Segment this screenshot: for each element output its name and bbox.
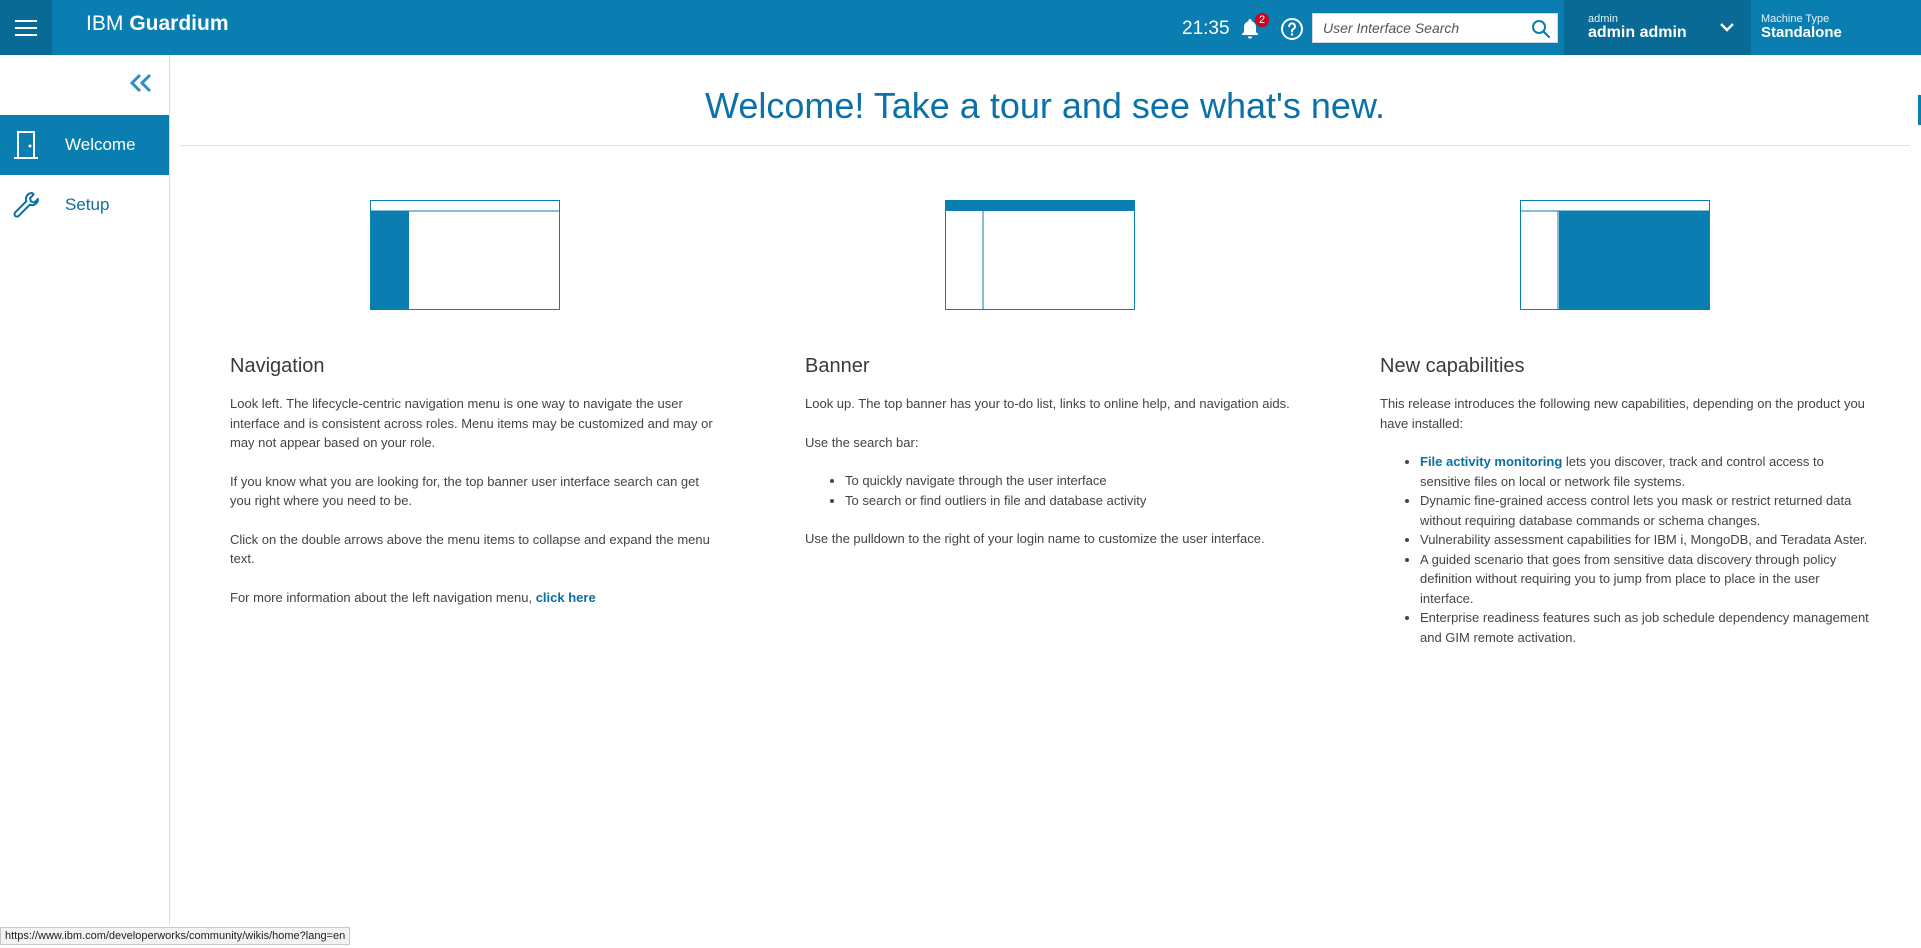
sidebar-item-setup[interactable]	[0, 175, 169, 235]
navigation-layout-illustration	[370, 200, 560, 310]
paragraph	[230, 588, 720, 608]
brand-logo[interactable]	[86, 0, 229, 48]
list-item: • Enterprise readiness features such as job schedule dependency management and GIM remote activation.	[1420, 608, 1870, 647]
sidebar-item-label: Welcome	[65, 135, 136, 154]
paragraph: If you know what you are looking for, the top banner user interface search can get you right where you need to be.	[230, 473, 700, 508]
brand-name: Guardium	[129, 12, 229, 35]
search-input[interactable]	[1313, 14, 1533, 42]
brand-prefix: IBM	[86, 12, 124, 35]
user-name: admin admin	[1588, 24, 1687, 41]
chevron-down-icon[interactable]	[1718, 18, 1736, 36]
browser-status-bar	[0, 925, 1921, 948]
menu-button[interactable]	[0, 0, 52, 55]
paragraph: This release introduces the following new capabilities, depending on the product you have installed:	[1380, 396, 1865, 431]
left-navigation	[0, 55, 170, 925]
paragraph-text: For more information about the left navigation menu,	[230, 589, 533, 605]
machine-type-value: Standalone	[1761, 24, 1842, 41]
paragraph: Look left. The lifecycle-centric navigation menu is one way to navigate the user interface and is consistent across roles. Menu items may be customized and may or may not appear based on your role.	[230, 396, 713, 450]
navigation-section	[230, 355, 720, 607]
main-content	[170, 55, 1921, 925]
machine-type	[1750, 0, 1921, 55]
capabilities-section	[1380, 355, 1870, 647]
user-menu[interactable]	[1564, 0, 1750, 55]
door-icon	[11, 130, 41, 160]
search-icon[interactable]	[1531, 19, 1551, 39]
banner-layout-illustration	[945, 200, 1135, 310]
paragraph: Use the pulldown to the right of your login name to customize the user interface.	[805, 531, 1265, 546]
user-role: admin	[1588, 13, 1618, 25]
machine-type-label: Machine Type	[1761, 13, 1830, 25]
bullet-list	[1380, 452, 1870, 647]
section-heading: Navigation	[230, 355, 325, 377]
banner-section	[805, 355, 1295, 549]
click-here-link[interactable]: click here	[535, 589, 596, 605]
paragraph: Look up. The top banner has your to-do list, links to online help, and navigation aids.	[805, 396, 1290, 411]
page-title: Welcome! Take a tour and see what's new.	[705, 85, 1385, 126]
capabilities-layout-illustration	[1520, 200, 1710, 310]
section-heading: New capabilities	[1380, 355, 1525, 377]
help-icon[interactable]	[1280, 17, 1304, 41]
section-heading: Banner	[805, 355, 870, 377]
list-item: • Vulnerability assessment capabilities for IBM i, MongoDB, and Teradata Aster.	[1420, 530, 1870, 550]
clock: 21:35	[1182, 18, 1230, 39]
list-item: • A guided scenario that goes from sensitive data discovery through policy definition without requiring you to jump from place to place in the user interface.	[1420, 550, 1870, 609]
double-chevron-left-icon[interactable]	[128, 72, 154, 94]
status-url: https://www.ibm.com/developerworks/community/wikis/home?lang=en	[0, 927, 350, 945]
list-item-text: lets you discover, track and control access to sensitive files on local or network file systems.	[1420, 454, 1824, 489]
ui-search	[1312, 13, 1558, 43]
notification-badge: 2	[1255, 13, 1269, 27]
file-activity-monitoring-link[interactable]: File activity monitoring	[1420, 454, 1563, 469]
list-item	[1420, 452, 1870, 491]
list-item: • Dynamic fine-grained access control lets you mask or restrict returned data without requiring database commands or schema changes.	[1420, 491, 1870, 530]
sidebar-item-label: Setup	[65, 195, 110, 214]
list-item: • To search or find outliers in file and database activity	[845, 491, 1295, 511]
hamburger-icon	[15, 19, 37, 37]
top-banner	[0, 0, 1921, 55]
paragraph: Click on the double arrows above the menu items to collapse and expand the menu text.	[230, 531, 710, 566]
divider	[180, 145, 1910, 146]
wrench-icon	[11, 190, 41, 220]
paragraph: Use the search bar:	[805, 434, 919, 450]
list-item: • To quickly navigate through the user interface	[845, 471, 1295, 491]
sidebar-item-welcome[interactable]	[0, 115, 169, 175]
bullet-list	[805, 471, 1295, 510]
